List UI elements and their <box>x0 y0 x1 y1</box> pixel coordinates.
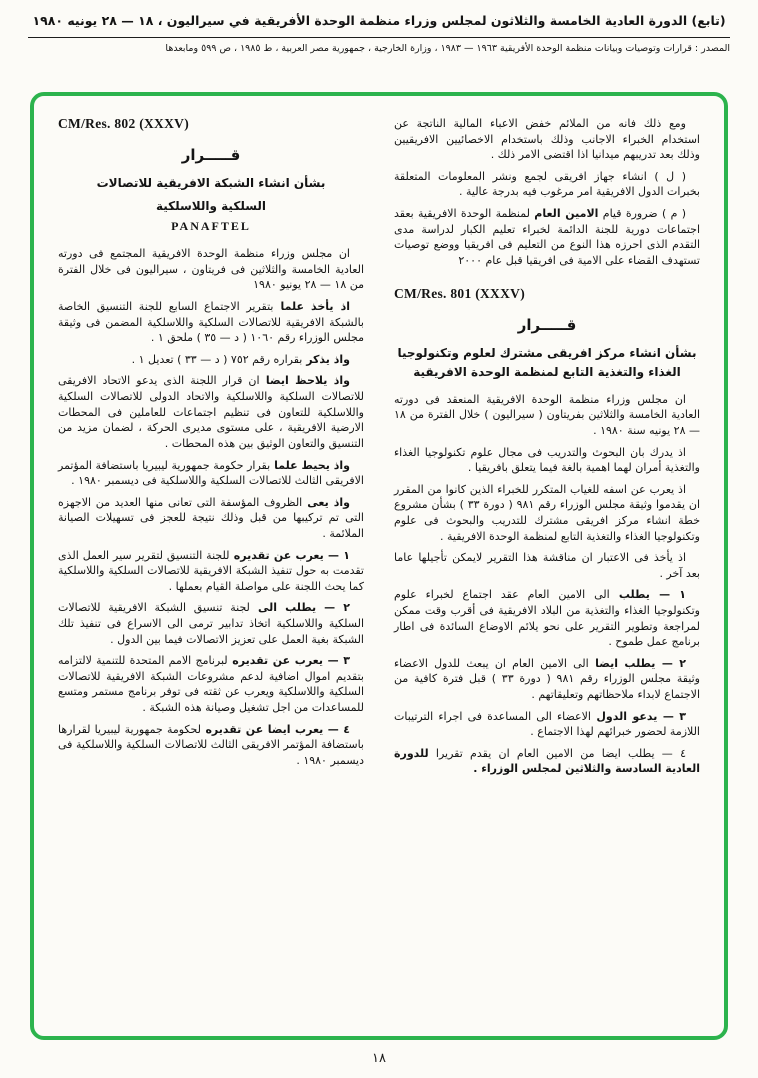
resolution-802-subtitle-line1: بشأن انشاء الشبكة الافريقية للاتصالات <box>96 176 326 190</box>
resolution-802-title: قـــــرار <box>181 146 241 164</box>
two-column-layout <box>58 116 700 1022</box>
paragraph: واذ يعى الظروف المؤسفة التى تعانى منها العديد من الاجهزه التى تم تركيبها من قبل وذلك نتيجة للعجز فى تسهيلات الصيانة الملائمة . <box>58 495 364 540</box>
header-source-line: المصدر : قرارات وتوصيات وبيانات منظمة الوحدة الأفريقية ١٩٦٣ — ١٩٨٣ ، وزارة الخارجية ، جمهورية مصر العربية ، ط ١٩٨٥ ، ص ٥٩٩ ومابعدها <box>165 42 730 54</box>
paragraph: ومع ذلك فانه من الملائم خفض الاعباء المالية الناتجة عن استخدام الخبراء الاجانب وذلك باستخدام الاخصائيين الافريقيين وذلك بعد تدريبهم ميدانيا اذا اقتضى الامر ذلك . <box>394 117 700 162</box>
paragraph: اذ يعرب عن اسفه للغياب المتكرر للخبراء الذين كانوا من المقرر ان يقدموا وثيقة مجلس الوزراء رقم ٩٨١ ( دورة ٣٣ ) بشأن مشروع خطة انشاء مركز افريقى مشترك للتدريب والبحوث فى علوم وتكنولوجيا الغذاء والتغذية التابع لمنظمة الوحدة الافريقية . <box>394 482 700 543</box>
paragraph: ٢ — يطلب ايضا الى الامين العام ان يبعث للدول الاعضاء وثيقة مجلس الوزراء رقم ٩٨١ ( دورة ٣٣ ) قبل فترة كافية من الاجتماع لابداء ملاحظاتهم وتعليقاتهم . <box>394 656 700 702</box>
resolution-802-subtitle-line2: السلكية واللاسلكية <box>155 198 267 213</box>
paragraph: ١ — يعرب عن تقديره للجنة التنسيق لتقرير سير العمل الذى تقدمت به حول تنفيذ الشبكة الافريقية للاتصالات السلكية واللاسلكية كما يحث اللجنة على مواصلة القيام بعملها . <box>58 548 364 593</box>
resolution-802-body <box>58 246 364 768</box>
page-number: ١٨ <box>372 1051 386 1066</box>
paragraph: ( ل ) انشاء جهاز افريقى لجمع ونشر المعلومات المتعلقة بخبرات الدول الافريقية امر مرغوب فيه بدرجة عالية . <box>394 169 700 199</box>
column-right <box>394 116 700 1022</box>
doc-ref-802: CM/Res. 802 (XXXV) <box>58 116 189 131</box>
paragraph: واذ يذكر بقراره رقم ٧٥٢ ( د — ٣٣ ) تعديل ١ . <box>131 352 350 366</box>
paragraph: ان مجلس وزراء منظمة الوحدة الافريقية المنعقد فى دورته العادية الخامسة والثلاثين بفريتاون ( سيراليون ) خلال الفترة من ١٨ — ٢٨ يونيه سنة ١٩٨٠ . <box>394 392 700 437</box>
paragraph: ٣ — يدعو الدول الاعضاء الى المساعدة فى اجراء الترتيبات اللازمة لحضور خبرائهم لهذا الاجتماع . <box>394 709 700 739</box>
resolution-801-subtitle: بشأن انشاء مركز افريقى مشترك لعلوم وتكنولوجيا الغذاء والتغذية التابع لمنظمة الوحدة الافريقية <box>397 346 697 380</box>
paragraph: ٤ — يطلب ايضا من الامين العام ان يقدم تقريرا للدورة العادية السادسة والثلاثين لمجلس الوزراء . <box>394 746 700 776</box>
green-border-frame <box>30 92 728 1040</box>
resolution-801-title: قـــــرار <box>517 316 577 335</box>
paragraph: ٣ — يعرب عن تقديره لبرنامج الامم المتحدة للتنمية لالتزامه بتقديم اموال اضافية لدعم مشروعات الشبكة الافريقية للاتصالات السلكية واللاسلكية ويعرب عن ثقته فى توفر برنامج مستمر ومتسع للمساعدات من اجل تشغيل وصيانة هذه الشبكة . <box>58 654 364 715</box>
paragraph: ٢ — يطلب الى لجنة تنسيق الشبكة الافريقية للاتصالات السلكية واللاسلكية اتخاذ تدابير ترمى الى الاسراع فى تنفيذ تلك الشبكة بغية العمل على تعزيز الاتصالات فيما بين الدول . <box>58 601 364 646</box>
continuation-paragraphs <box>394 116 700 268</box>
paragraph: اذ يأخذ فى الاعتبار ان مناقشة هذا التقرير لايمكن تأجيلها عاما بعد آخر . <box>394 551 700 580</box>
doc-ref-801: CM/Res. 801 (XXXV) <box>394 286 525 302</box>
paragraph: اذ يدرك بان البحوث والتدريب فى مجال علوم تكنولوجيا الغذاء والتغذية أمران لهما اهمية بالغة فيما يتعلق بافريقيا . <box>394 445 700 475</box>
page-header <box>0 0 758 55</box>
paragraph: اذ يأخذ علما بتقرير الاجتماع السابع للجنة التنسيق الخاصة بالشبكة الافريقية للاتصالات السلكية واللاسلكية المضمن فى وثيقة مجلس الوزراء رقم ١٠٦٠ ( د — ٣٥ ) ملحق ١ . <box>58 300 364 345</box>
paragraph: واذ يلاحظ ايضا ان قرار اللجنة الذى يدعو الاتحاد الافريقى للاتصالات السلكية واللاسلكية والاتحاد الدولى للاتصالات السلكية واللاسلكية للتعاون فى تنظيم اجتماعات للعاملين فى المحطات الارضية الافريقية ، على مستوى مديرى الحركة ، لضمان مزيد من التنسيق والتعاون الوثيق بين هذه المحطات . <box>58 374 364 450</box>
paragraph: ٤ — يعرب ايضا عن تقديره لحكومة جمهورية ليبيريا لقرارها باستضافة المؤتمر الافريقى الثالث للاتصالات السلكية واللاسلكية فى ديسمبر ١٩٨٠ . <box>58 722 364 767</box>
header-divider <box>28 37 730 38</box>
header-session-line: (تابع) الدورة العادية الخامسة والثلاثون لمجلس وزراء منظمة الوحدة الأفريقية في سيراليون ، ١٨ — ٢٨ يونيه ١٩٨٠ <box>32 13 726 28</box>
resolution-801-body <box>394 392 700 777</box>
paragraph: واذ يحيط علما بقرار حكومة جمهورية ليبيريا باستضافة المؤتمر الافريقى الثالث للاتصالات السلكية واللاسلكية فى ديسمبر ١٩٨٠ . <box>58 458 364 488</box>
paragraph: ( م ) ضرورة قيام الامين العام لمنظمة الوحدة الافريقية بعقد اجتماعات دورية للجنة الدائمة لخبراء تعليم الكبار لدراسة مدى التقدم الذى احرزه هذا النوع من التعليم فى افريقيا ووضع توصيات تستهدف القضاء على الامية فى افريقيا قبل عام ٢٠٠٠ <box>394 207 700 267</box>
column-left <box>58 116 364 1022</box>
paragraph: ١ — يطلب الى الامين العام عقد اجتماع لخبراء علوم وتكنولوجيا الغذاء والتغذية من البلاد الافريقية فى أقرب وقت ممكن لمراجعة وتطوير التقرير على نحو يلائم الاوضاع السائدة فى اطار برنامج عمل طموح . <box>394 588 700 649</box>
resolution-802-subtitle-latin: PANAFTEL <box>171 219 251 234</box>
paragraph: ان مجلس وزراء منظمة الوحدة الافريقية المجتمع فى دورته العادية الخامسة والثلاثين فى فريتاون ، سيراليون فى خلال الفترة من ١٨ — ٢٨ يونيو ١٩٨٠ <box>58 247 364 292</box>
